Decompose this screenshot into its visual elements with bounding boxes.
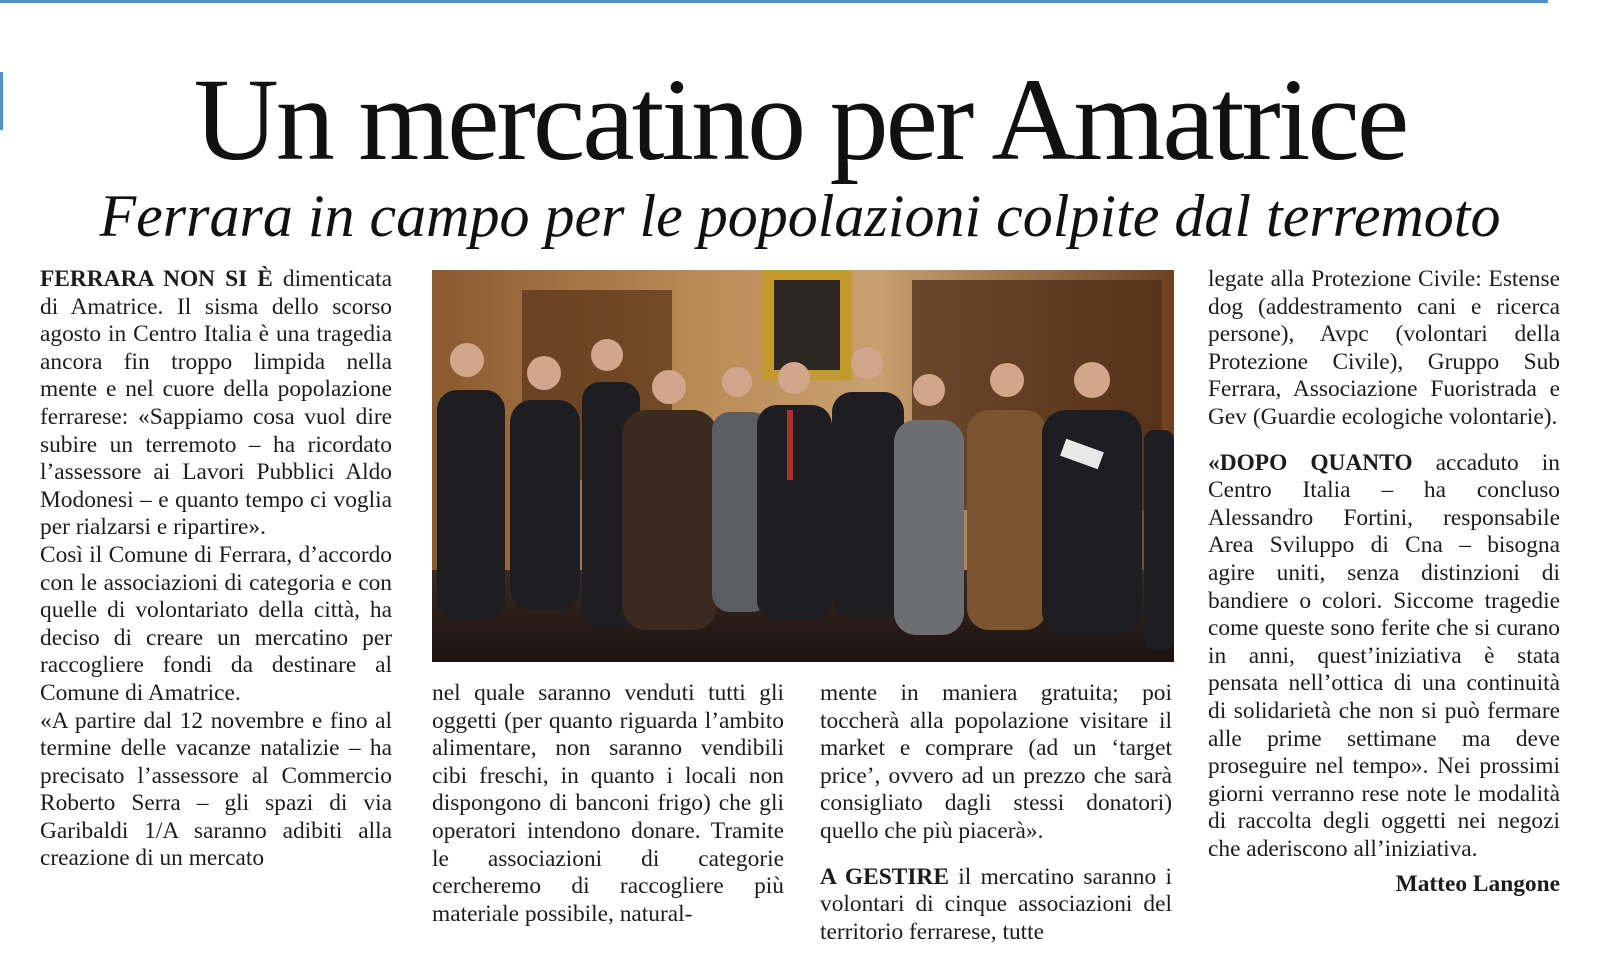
article-subheadline: Ferrara in campo per le popolazioni colpite dal terremoto: [99, 183, 1501, 249]
paragraph-text: il mercatino saranno i volontari di cinque associazioni del territorio ferrarese, tutte: [820, 863, 1172, 945]
article-column-3: [820, 680, 1172, 946]
paragraph: [820, 864, 1172, 947]
paragraph: [40, 266, 392, 542]
paragraph: legate alla Protezione Civile: Estense dog (addestramento cani e ricerca persone), Avpc (volontari della Protezione Civile), Gruppo Sub Ferrara, Associazione Fuoristrada e Gev (Guardie ecologiche volontarie).: [1208, 266, 1560, 430]
byline: Matteo Langone: [1395, 871, 1560, 898]
article-column-1: [40, 266, 392, 873]
paragraph-text: dimenticata di Amatrice. Il sisma dello scorso agosto in Centro Italia è una tragedia ancora fin troppo limpida nella mente e nel cuore della popolazione ferrarese: «Sappiamo cosa vuol dire subire un terremoto – ha ricordato l’assessore ai Lavori Pubblici Aldo Modonesi – e quanto tempo ci voglia per rialzarsi e ripartire».: [40, 266, 392, 541]
paragraph: Così il Comune di Ferrara, d’accordo con le associazioni di categoria e con quelle di volontariato della città, ha deciso di creare un mercatino per raccogliere fondi da destinare al Comune di Amatrice.: [40, 541, 392, 706]
paragraph-lead: «DOPO QUANTO: [1208, 449, 1413, 476]
article-column-4: [1208, 266, 1560, 899]
top-rule: [0, 0, 1548, 3]
paragraph-lead: A GESTIRE: [820, 863, 949, 890]
article-column-2: [432, 680, 784, 928]
paragraph: [1208, 450, 1560, 864]
paragraph-text: accaduto in Centro Italia – ha concluso Alessandro Fortini, responsabile Area Sviluppo di Cna – bisogna agire uniti, senza distinzioni di bandiere o colori. Siccome tragedie come queste sono ferite che si curano in anni, quest’iniziativa è stata pensata nell’ottica di una continuità di solidarietà che non si può fermare alle prime settimane ma deve proseguire nel tempo». Nei prossimi giorni verranno rese note le modalità di raccolta degli oggetti nei negozi che aderiscono all’iniziativa.: [1208, 449, 1560, 862]
paragraph: nel quale saranno venduti tutti gli oggetti (per quanto riguarda l’ambito alimentare, non saranno vendibili cibi freschi, in quanto i locali non dispongono di banconi frigo) che gli operatori intendono donare. Tramite le associazioni di categorie cercheremo di raccogliere più materiale possibile, natural-: [432, 680, 784, 927]
paragraph-lead: FERRARA NON SI È: [40, 266, 273, 292]
article-photo: [432, 270, 1174, 662]
article-headline: Un mercatino per Amatrice: [193, 54, 1407, 185]
paragraph: mente in maniera gratuita; poi toccherà alla popolazione visitare il market e comprare (ad un ‘target price’, ovvero ad un prezzo che sarà consigliato dagli stessi donatori) quello che più piacerà».: [820, 680, 1172, 844]
paragraph: «A partire dal 12 novembre e fino al termine delle vacanze natalizie – ha precisato l’assessore al Commercio Roberto Serra – gli spazi di via Garibaldi 1/A saranno adibiti alla creazione di un mercato: [40, 707, 392, 872]
